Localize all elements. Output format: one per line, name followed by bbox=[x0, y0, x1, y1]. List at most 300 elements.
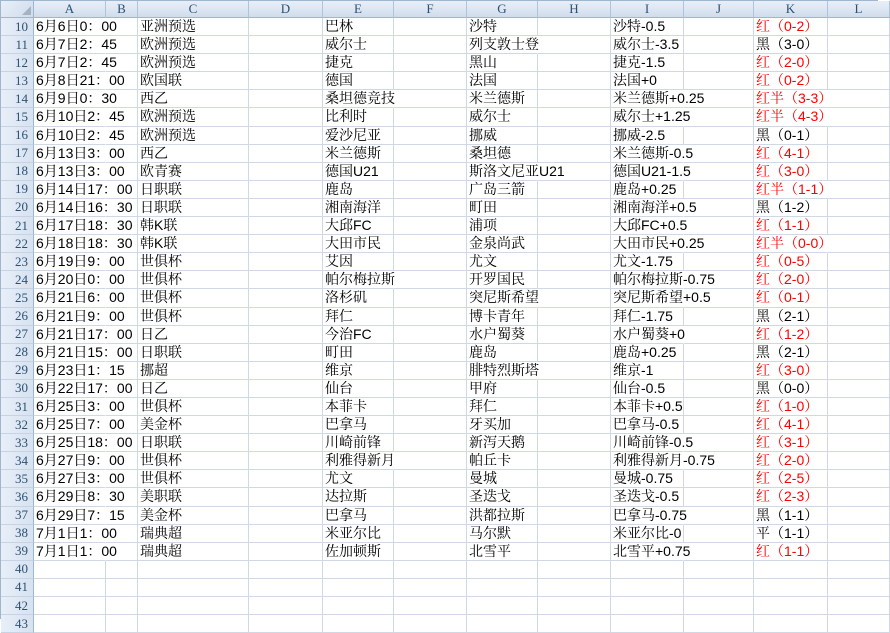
cell[interactable]: 大田市民+0.25 bbox=[611, 235, 684, 253]
cell[interactable] bbox=[249, 597, 323, 615]
cell[interactable]: 红（1-2） bbox=[754, 326, 828, 344]
cell[interactable] bbox=[394, 199, 467, 217]
cell[interactable] bbox=[106, 561, 138, 579]
cell[interactable]: 6月29日8：30 bbox=[34, 488, 106, 506]
row-header[interactable] bbox=[1, 561, 34, 579]
cell[interactable]: 黑（2-1） bbox=[754, 344, 828, 362]
cell[interactable]: 黑山 bbox=[467, 54, 538, 72]
cell[interactable] bbox=[684, 36, 754, 54]
row-header[interactable] bbox=[1, 163, 34, 181]
cell[interactable]: 帕尔梅拉斯-0.75 bbox=[611, 271, 684, 289]
cell[interactable] bbox=[467, 579, 538, 597]
cell[interactable] bbox=[249, 54, 323, 72]
row-header[interactable] bbox=[1, 488, 34, 506]
cell[interactable]: 红（0-2） bbox=[754, 72, 828, 90]
cell[interactable] bbox=[394, 507, 467, 525]
cell[interactable] bbox=[394, 344, 467, 362]
cell[interactable] bbox=[138, 579, 249, 597]
cell[interactable]: 今治FC bbox=[323, 326, 394, 344]
cell[interactable] bbox=[394, 127, 467, 145]
cell[interactable] bbox=[684, 525, 754, 543]
cell[interactable] bbox=[249, 543, 323, 561]
row-header[interactable] bbox=[1, 18, 34, 36]
cell[interactable] bbox=[684, 543, 754, 561]
cell[interactable] bbox=[249, 127, 323, 145]
cell[interactable] bbox=[538, 326, 611, 344]
cell[interactable] bbox=[249, 434, 323, 452]
cell[interactable] bbox=[394, 326, 467, 344]
cell[interactable] bbox=[828, 217, 890, 235]
cell[interactable]: 6月14日16：30 bbox=[34, 199, 106, 217]
cell[interactable] bbox=[467, 597, 538, 615]
cell[interactable]: 达拉斯 bbox=[323, 488, 394, 506]
column-header[interactable] bbox=[684, 1, 754, 18]
cell[interactable]: 日职联 bbox=[138, 199, 249, 217]
cell[interactable]: 广岛三箭 bbox=[467, 181, 538, 199]
cell[interactable]: 斯洛文尼亚U21 bbox=[467, 163, 538, 181]
cell[interactable] bbox=[684, 615, 754, 633]
cell[interactable] bbox=[394, 235, 467, 253]
cell[interactable] bbox=[249, 308, 323, 326]
cell[interactable]: 红（1-0） bbox=[754, 398, 828, 416]
cell[interactable]: 红（0-2） bbox=[754, 18, 828, 36]
cell[interactable] bbox=[538, 543, 611, 561]
cell[interactable] bbox=[249, 326, 323, 344]
cell[interactable] bbox=[828, 470, 890, 488]
column-header[interactable] bbox=[249, 1, 323, 18]
cell[interactable] bbox=[828, 72, 890, 90]
cell[interactable]: 日职联 bbox=[138, 434, 249, 452]
row-header[interactable] bbox=[1, 271, 34, 289]
cell[interactable] bbox=[538, 18, 611, 36]
cell[interactable] bbox=[828, 199, 890, 217]
cell[interactable] bbox=[394, 271, 467, 289]
cell[interactable] bbox=[538, 54, 611, 72]
cell[interactable] bbox=[249, 181, 323, 199]
cell[interactable] bbox=[34, 597, 106, 615]
cell[interactable]: 红（2-0） bbox=[754, 271, 828, 289]
cell[interactable] bbox=[828, 344, 890, 362]
cell[interactable] bbox=[684, 145, 754, 163]
row-header[interactable] bbox=[1, 615, 34, 633]
cell[interactable]: 6月17日18：30 bbox=[34, 217, 106, 235]
cell[interactable]: 鹿岛 bbox=[323, 181, 394, 199]
column-header[interactable] bbox=[611, 1, 684, 18]
cell[interactable] bbox=[394, 488, 467, 506]
cell[interactable]: 黑（0-0） bbox=[754, 380, 828, 398]
cell[interactable] bbox=[138, 615, 249, 633]
cell[interactable]: 美职联 bbox=[138, 488, 249, 506]
cell[interactable]: 川崎前锋-0.5 bbox=[611, 434, 684, 452]
cell[interactable]: 本菲卡 bbox=[323, 398, 394, 416]
cell[interactable] bbox=[684, 253, 754, 271]
cell[interactable] bbox=[538, 108, 611, 126]
cell[interactable] bbox=[394, 18, 467, 36]
cell[interactable]: 爱沙尼亚 bbox=[323, 127, 394, 145]
cell[interactable] bbox=[538, 362, 611, 380]
cell[interactable]: 韩K联 bbox=[138, 235, 249, 253]
cell[interactable] bbox=[249, 18, 323, 36]
cell[interactable] bbox=[538, 199, 611, 217]
cell[interactable] bbox=[828, 488, 890, 506]
column-header[interactable] bbox=[828, 1, 890, 18]
cell[interactable]: 北雪平+0.75 bbox=[611, 543, 684, 561]
cell[interactable]: 仙台 bbox=[323, 380, 394, 398]
row-header[interactable] bbox=[1, 108, 34, 126]
cell[interactable]: 德国U21-1.5 bbox=[611, 163, 684, 181]
cell[interactable]: 挪威-2.5 bbox=[611, 127, 684, 145]
cell[interactable]: 西乙 bbox=[138, 145, 249, 163]
cell[interactable]: 日乙 bbox=[138, 326, 249, 344]
cell[interactable] bbox=[394, 289, 467, 307]
cell[interactable] bbox=[684, 434, 754, 452]
cell[interactable] bbox=[249, 344, 323, 362]
row-header[interactable] bbox=[1, 398, 34, 416]
cell[interactable]: 6月22日17：00 bbox=[34, 380, 106, 398]
cell[interactable]: 利雅得新月-0.75 bbox=[611, 452, 684, 470]
cell[interactable]: 红半（3-3） bbox=[754, 90, 828, 108]
cell[interactable] bbox=[538, 181, 611, 199]
cell[interactable] bbox=[249, 271, 323, 289]
row-header[interactable] bbox=[1, 597, 34, 615]
cell[interactable] bbox=[249, 217, 323, 235]
cell[interactable]: 甲府 bbox=[467, 380, 538, 398]
cell[interactable] bbox=[467, 561, 538, 579]
row-header[interactable] bbox=[1, 235, 34, 253]
cell[interactable] bbox=[538, 217, 611, 235]
cell[interactable]: 桑坦德竞技 bbox=[323, 90, 394, 108]
cell[interactable] bbox=[828, 253, 890, 271]
column-header[interactable] bbox=[323, 1, 394, 18]
column-header[interactable] bbox=[34, 1, 106, 18]
cell[interactable]: 红（0-1） bbox=[754, 289, 828, 307]
row-header[interactable] bbox=[1, 289, 34, 307]
cell[interactable]: 6月19日9：00 bbox=[34, 253, 106, 271]
cell[interactable]: 威尔士 bbox=[467, 108, 538, 126]
column-header[interactable] bbox=[538, 1, 611, 18]
cell[interactable]: 金泉尚武 bbox=[467, 235, 538, 253]
cell[interactable] bbox=[538, 579, 611, 597]
cell[interactable] bbox=[394, 362, 467, 380]
cell[interactable] bbox=[394, 217, 467, 235]
cell[interactable] bbox=[828, 380, 890, 398]
cell[interactable] bbox=[684, 470, 754, 488]
cell[interactable]: 大邱FC+0.5 bbox=[611, 217, 684, 235]
cell[interactable] bbox=[394, 470, 467, 488]
row-header[interactable] bbox=[1, 452, 34, 470]
cell[interactable] bbox=[684, 163, 754, 181]
cell[interactable]: 町田 bbox=[467, 199, 538, 217]
row-header[interactable] bbox=[1, 308, 34, 326]
cell[interactable]: 湘南海洋+0.5 bbox=[611, 199, 684, 217]
cell[interactable] bbox=[394, 452, 467, 470]
cell[interactable]: 红（4-1） bbox=[754, 145, 828, 163]
cell[interactable] bbox=[394, 615, 467, 633]
cell[interactable] bbox=[828, 289, 890, 307]
cell[interactable] bbox=[394, 145, 467, 163]
cell[interactable] bbox=[394, 597, 467, 615]
cell[interactable] bbox=[828, 145, 890, 163]
cell[interactable] bbox=[538, 36, 611, 54]
cell[interactable]: 6月21日17：00 bbox=[34, 326, 106, 344]
cell[interactable] bbox=[538, 488, 611, 506]
cell[interactable] bbox=[106, 615, 138, 633]
cell[interactable] bbox=[249, 398, 323, 416]
cell[interactable] bbox=[249, 488, 323, 506]
cell[interactable] bbox=[828, 235, 890, 253]
cell[interactable]: 瑞典超 bbox=[138, 525, 249, 543]
row-header[interactable] bbox=[1, 525, 34, 543]
cell[interactable] bbox=[684, 416, 754, 434]
cell[interactable]: 捷克 bbox=[323, 54, 394, 72]
cell[interactable]: 世俱杯 bbox=[138, 452, 249, 470]
cell[interactable] bbox=[249, 452, 323, 470]
cell[interactable]: 韩K联 bbox=[138, 217, 249, 235]
cell[interactable] bbox=[828, 163, 890, 181]
cell[interactable]: 红半（0-0） bbox=[754, 235, 828, 253]
cell[interactable]: 捷克-1.5 bbox=[611, 54, 684, 72]
cell[interactable] bbox=[828, 181, 890, 199]
cell[interactable]: 黑（3-0） bbox=[754, 36, 828, 54]
cell[interactable] bbox=[754, 561, 828, 579]
cell[interactable]: 欧洲预选 bbox=[138, 36, 249, 54]
cell[interactable]: 6月29日7：15 bbox=[34, 507, 106, 525]
cell[interactable] bbox=[249, 108, 323, 126]
cell[interactable]: 红（1-1） bbox=[754, 543, 828, 561]
cell[interactable]: 鹿岛+0.25 bbox=[611, 181, 684, 199]
cell[interactable] bbox=[34, 561, 106, 579]
cell[interactable]: 威尔士 bbox=[323, 36, 394, 54]
cell[interactable]: 6月13日3：00 bbox=[34, 163, 106, 181]
cell[interactable]: 桑坦德 bbox=[467, 145, 538, 163]
cell[interactable] bbox=[684, 398, 754, 416]
cell[interactable] bbox=[828, 90, 890, 108]
cell[interactable] bbox=[394, 579, 467, 597]
cell[interactable]: 鹿岛 bbox=[467, 344, 538, 362]
cell[interactable] bbox=[538, 507, 611, 525]
cell[interactable] bbox=[828, 54, 890, 72]
cell[interactable]: 博卡青年 bbox=[467, 308, 538, 326]
cell[interactable] bbox=[249, 416, 323, 434]
cell[interactable]: 欧洲预选 bbox=[138, 127, 249, 145]
cell[interactable] bbox=[828, 271, 890, 289]
cell[interactable] bbox=[249, 470, 323, 488]
cell[interactable]: 拜仁 bbox=[323, 308, 394, 326]
cell[interactable] bbox=[538, 452, 611, 470]
cell[interactable]: 大邱FC bbox=[323, 217, 394, 235]
row-header[interactable] bbox=[1, 507, 34, 525]
cell[interactable]: 尤文 bbox=[323, 470, 394, 488]
cell[interactable] bbox=[538, 597, 611, 615]
cell[interactable] bbox=[684, 488, 754, 506]
cell[interactable]: 红（2-0） bbox=[754, 54, 828, 72]
cell[interactable] bbox=[323, 561, 394, 579]
cell[interactable]: 日职联 bbox=[138, 344, 249, 362]
cell[interactable] bbox=[249, 90, 323, 108]
cell[interactable]: 6月10日2：45 bbox=[34, 127, 106, 145]
cell[interactable] bbox=[538, 380, 611, 398]
cell[interactable]: 6月10日2：45 bbox=[34, 108, 106, 126]
cell[interactable] bbox=[394, 253, 467, 271]
cell[interactable] bbox=[538, 615, 611, 633]
row-header[interactable] bbox=[1, 36, 34, 54]
cell[interactable] bbox=[611, 615, 684, 633]
row-header[interactable] bbox=[1, 434, 34, 452]
cell[interactable] bbox=[828, 434, 890, 452]
cell[interactable]: 德国 bbox=[323, 72, 394, 90]
cell[interactable] bbox=[684, 72, 754, 90]
row-header[interactable] bbox=[1, 380, 34, 398]
cell[interactable] bbox=[754, 597, 828, 615]
cell[interactable] bbox=[323, 615, 394, 633]
cell[interactable]: 帕尔梅拉斯 bbox=[323, 271, 394, 289]
cell[interactable]: 挪威 bbox=[467, 127, 538, 145]
cell[interactable]: 平（1-1） bbox=[754, 525, 828, 543]
cell[interactable]: 利雅得新月 bbox=[323, 452, 394, 470]
cell[interactable]: 红（3-1） bbox=[754, 434, 828, 452]
cell[interactable]: 佐加顿斯 bbox=[323, 543, 394, 561]
row-header[interactable] bbox=[1, 145, 34, 163]
cell[interactable] bbox=[249, 380, 323, 398]
cell[interactable]: 瑞典超 bbox=[138, 543, 249, 561]
cell[interactable]: 威尔士+1.25 bbox=[611, 108, 684, 126]
cell[interactable]: 世俱杯 bbox=[138, 470, 249, 488]
cell[interactable] bbox=[611, 597, 684, 615]
cell[interactable]: 巴拿马-0.75 bbox=[611, 507, 684, 525]
cell[interactable] bbox=[138, 597, 249, 615]
cell[interactable] bbox=[684, 127, 754, 145]
cell[interactable]: 圣迭戈-0.5 bbox=[611, 488, 684, 506]
cell[interactable]: 6月25日18：00 bbox=[34, 434, 106, 452]
cell[interactable] bbox=[828, 362, 890, 380]
cell[interactable] bbox=[684, 108, 754, 126]
cell[interactable]: 川崎前锋 bbox=[323, 434, 394, 452]
cell[interactable] bbox=[684, 326, 754, 344]
cell[interactable] bbox=[323, 579, 394, 597]
cell[interactable]: 6月23日1：15 bbox=[34, 362, 106, 380]
cell[interactable] bbox=[394, 416, 467, 434]
cell[interactable]: 米兰德斯-0.5 bbox=[611, 145, 684, 163]
cell[interactable] bbox=[828, 36, 890, 54]
cell[interactable] bbox=[538, 72, 611, 90]
cell[interactable]: 6月13日3：00 bbox=[34, 145, 106, 163]
cell[interactable] bbox=[394, 543, 467, 561]
cell[interactable]: 6月7日2：45 bbox=[34, 36, 106, 54]
row-header[interactable] bbox=[1, 326, 34, 344]
cell[interactable]: 拜仁-1.75 bbox=[611, 308, 684, 326]
cell[interactable] bbox=[538, 416, 611, 434]
row-header[interactable] bbox=[1, 344, 34, 362]
cell[interactable] bbox=[828, 615, 890, 633]
cell[interactable] bbox=[538, 235, 611, 253]
cell[interactable] bbox=[684, 561, 754, 579]
cell[interactable]: 大田市民 bbox=[323, 235, 394, 253]
cell[interactable] bbox=[323, 597, 394, 615]
cell[interactable] bbox=[754, 579, 828, 597]
cell[interactable] bbox=[249, 561, 323, 579]
cell[interactable] bbox=[467, 615, 538, 633]
cell[interactable] bbox=[538, 253, 611, 271]
cell[interactable]: 美金杯 bbox=[138, 416, 249, 434]
cell[interactable] bbox=[249, 199, 323, 217]
cell[interactable]: 红（2-5） bbox=[754, 470, 828, 488]
cell[interactable]: 曼城 bbox=[467, 470, 538, 488]
cell[interactable]: 西乙 bbox=[138, 90, 249, 108]
cell[interactable]: 沙特-0.5 bbox=[611, 18, 684, 36]
cell[interactable] bbox=[538, 127, 611, 145]
cell[interactable]: 法国+0 bbox=[611, 72, 684, 90]
cell[interactable]: 浦项 bbox=[467, 217, 538, 235]
cell[interactable]: 米兰德斯 bbox=[467, 90, 538, 108]
cell[interactable]: 拜仁 bbox=[467, 398, 538, 416]
cell[interactable]: 水户蜀葵+0 bbox=[611, 326, 684, 344]
row-header[interactable] bbox=[1, 362, 34, 380]
cell[interactable]: 6月14日17：00 bbox=[34, 181, 106, 199]
cell[interactable]: 威尔士-3.5 bbox=[611, 36, 684, 54]
column-header[interactable] bbox=[467, 1, 538, 18]
cell[interactable] bbox=[828, 452, 890, 470]
cell[interactable]: 维京-1 bbox=[611, 362, 684, 380]
cell[interactable]: 挪超 bbox=[138, 362, 249, 380]
cell[interactable] bbox=[611, 561, 684, 579]
cell[interactable] bbox=[684, 217, 754, 235]
cell[interactable]: 北雪平 bbox=[467, 543, 538, 561]
cell[interactable] bbox=[394, 398, 467, 416]
cell[interactable] bbox=[249, 145, 323, 163]
cell[interactable] bbox=[538, 289, 611, 307]
cell[interactable]: 欧青赛 bbox=[138, 163, 249, 181]
cell[interactable] bbox=[754, 615, 828, 633]
cell[interactable] bbox=[394, 54, 467, 72]
cell[interactable]: 米亚尔比 bbox=[323, 525, 394, 543]
cell[interactable]: 7月1日1：00 bbox=[34, 525, 106, 543]
cell[interactable]: 6月27日9：00 bbox=[34, 452, 106, 470]
cell[interactable]: 巴林 bbox=[323, 18, 394, 36]
cell[interactable] bbox=[684, 362, 754, 380]
cell[interactable] bbox=[394, 108, 467, 126]
cell[interactable]: 欧国联 bbox=[138, 72, 249, 90]
cell[interactable]: 欧洲预选 bbox=[138, 54, 249, 72]
cell[interactable]: 红半（1-1） bbox=[754, 181, 828, 199]
cell[interactable]: 町田 bbox=[323, 344, 394, 362]
cell[interactable] bbox=[538, 271, 611, 289]
cell[interactable] bbox=[828, 398, 890, 416]
cell[interactable]: 黑（1-1） bbox=[754, 507, 828, 525]
cell[interactable] bbox=[538, 344, 611, 362]
cell[interactable] bbox=[684, 579, 754, 597]
cell[interactable] bbox=[828, 108, 890, 126]
cell[interactable]: 6月6日0：00 bbox=[34, 18, 106, 36]
cell[interactable] bbox=[538, 561, 611, 579]
cell[interactable]: 仙台-0.5 bbox=[611, 380, 684, 398]
cell[interactable] bbox=[684, 181, 754, 199]
cell[interactable] bbox=[684, 380, 754, 398]
cell[interactable] bbox=[828, 597, 890, 615]
cell[interactable]: 洛杉矶 bbox=[323, 289, 394, 307]
row-header[interactable] bbox=[1, 470, 34, 488]
cell[interactable]: 6月7日2：45 bbox=[34, 54, 106, 72]
cell[interactable]: 世俱杯 bbox=[138, 253, 249, 271]
cell[interactable]: 黑（0-1） bbox=[754, 127, 828, 145]
cell[interactable] bbox=[684, 344, 754, 362]
cell[interactable] bbox=[828, 561, 890, 579]
column-header[interactable] bbox=[138, 1, 249, 18]
select-all-corner[interactable] bbox=[1, 1, 34, 18]
cell[interactable]: 6月9日0：30 bbox=[34, 90, 106, 108]
column-header[interactable] bbox=[106, 1, 138, 18]
cell[interactable]: 6月8日21：00 bbox=[34, 72, 106, 90]
cell[interactable] bbox=[828, 507, 890, 525]
